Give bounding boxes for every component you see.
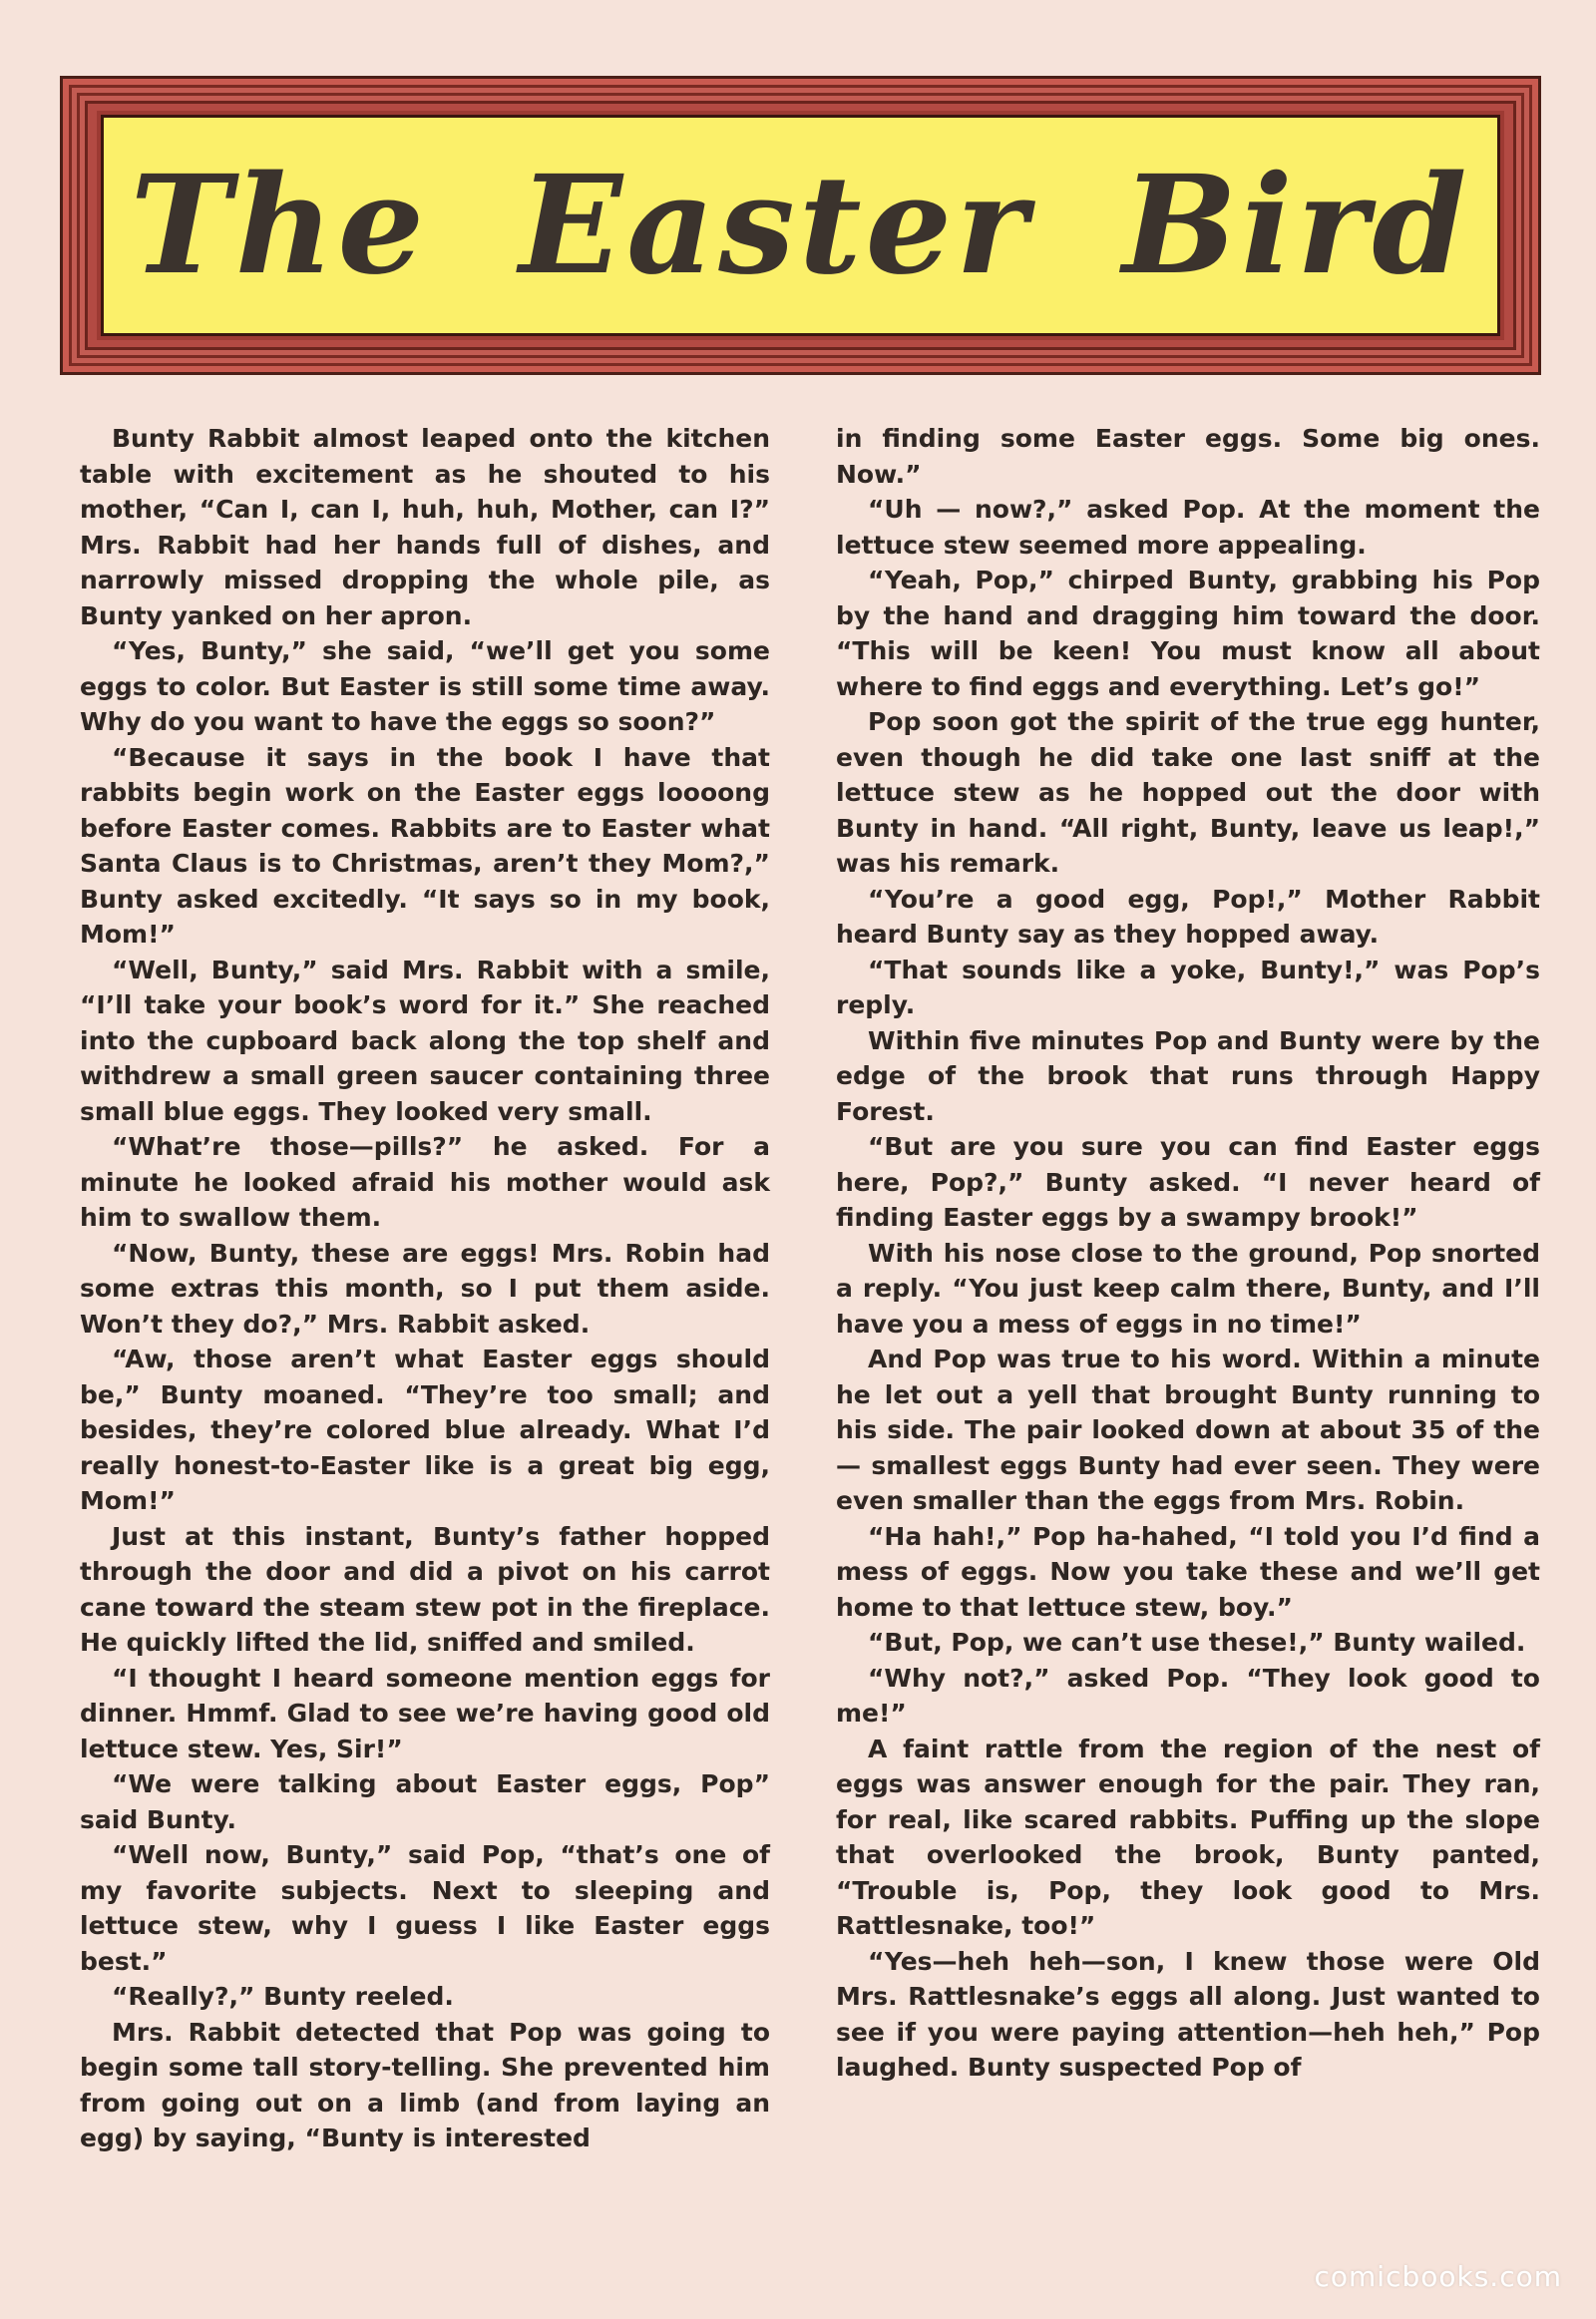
paragraph: “Why not?,” asked Pop. “They look good to me!” — [836, 1663, 1540, 1728]
paragraph: Bunty Rabbit almost leaped onto the kitchen table with excitement as he shouted to his mother, “Can I, can I, huh, huh, Mother, can I?” Mrs. Rabbit had her hands full of dishes, and narrowly missed dropping the whole pile, as Bunty yanked on her apron. — [80, 424, 770, 630]
paragraph: Within five minutes Pop and Bunty were by the edge of the brook that runs through Happy Forest. — [836, 1025, 1540, 1126]
paragraph: “Aw, those aren’t what Easter eggs should be,” Bunty moaned. “They’re too small; and besides, they’re colored blue already. What I’d really honest-to-Easter like is a great big egg, Mom!” — [80, 1345, 770, 1515]
watermark: comicbooks.com — [1314, 2260, 1562, 2293]
paragraph: “Uh — now?,” asked Pop. At the moment the lettuce stew seemed more appealing. — [836, 495, 1540, 560]
story-title: The Easter Bird — [130, 146, 1471, 305]
right-column — [836, 421, 1540, 2086]
paragraph: “But are you sure you can find Easter eggs here, Pop?,” Bunty asked. “I never heard of finding Easter eggs by a swampy brook!” — [836, 1132, 1540, 1232]
paragraph: Mrs. Rabbit detected that Pop was going to begin some tall story-telling. She prevented him from going out on a limb (and from laying an egg) by saying, “Bunty is interested — [80, 2017, 770, 2152]
title-frame — [60, 76, 1541, 375]
paragraph: “We were talking about Easter eggs, Pop” said Bunty. — [80, 1769, 770, 1834]
paragraph: A faint rattle from the region of the nest of eggs was answer enough for the pair. They ran, for real, like scared rabbits. Puffing up the slope that overlooked the brook, Bunty panted, “Trouble is, Pop, they look good to Mrs. Rattlesnake, too!” — [836, 1734, 1540, 1940]
paragraph: “What’re those—pills?” he asked. For a minute he looked afraid his mother would ask him to swallow them. — [80, 1132, 770, 1232]
paragraph: “Yes, Bunty,” she said, “we’ll get you some eggs to color. But Easter is still some time away. Why do you want to have the eggs so soon?” — [80, 636, 770, 736]
paragraph: “That sounds like a yoke, Bunty!,” was Pop’s reply. — [836, 955, 1540, 1019]
paragraph-continuation: in finding some Easter eggs. Some big ones. Now.” — [836, 424, 1540, 489]
paragraph: And Pop was true to his word. Within a minute he let out a yell that brought Bunty running to his side. The pair looked down at about 35 of the — smallest eggs Bunty had ever seen. They were even smaller than the eggs from Mrs. Robin. — [836, 1345, 1540, 1515]
paragraph: “But, Pop, we can’t use these!,” Bunty wailed. — [868, 1628, 1526, 1657]
paragraph: Just at this instant, Bunty’s father hopped through the door and did a pivot on his carrot cane toward the steam stew pot in the fireplace. He quickly lifted the lid, sniffed and smiled. — [80, 1521, 770, 1657]
paragraph: “Now, Bunty, these are eggs! Mrs. Robin had some extras this month, so I put them aside. Won’t they do?,” Mrs. Rabbit asked. — [80, 1238, 770, 1339]
paragraph: “You’re a good egg, Pop!,” Mother Rabbit heard Bunty say as they hopped away. — [836, 884, 1540, 949]
paragraph: Pop soon got the spirit of the true egg hunter, even though he did take one last sniff at the lettuce stew as he hopped out the door with Bunty in hand. “All right, Bunty, leave us leap!,” was his remark. — [836, 707, 1540, 878]
paragraph: “Well, Bunty,” said Mrs. Rabbit with a smile, “I’ll take your book’s word for it.” She reached into the cupboard back along the top shelf and withdrew a small green saucer containing three small blue eggs. They looked very small. — [80, 955, 770, 1126]
paragraph: “I thought I heard someone mention eggs for dinner. Hmmf. Glad to see we’re having good old lettuce stew. Yes, Sir!” — [80, 1663, 770, 1763]
paragraph: “Yes—heh heh—son, I knew those were Old Mrs. Rattlesnake’s eggs all along. Just wanted to see if you were paying attention—heh heh,” Pop laughed. Bunty suspected Pop of — [836, 1946, 1540, 2082]
paragraph: With his nose close to the ground, Pop snorted a reply. “You just keep calm there, Bunty, and I’ll have you a mess of eggs in no time!” — [836, 1238, 1540, 1339]
paragraph: “Really?,” Bunty reeled. — [112, 1982, 454, 2011]
paragraph: “Well now, Bunty,” said Pop, “that’s one of my favorite subjects. Next to sleeping and lettuce stew, why I guess I like Easter eggs best.” — [80, 1840, 770, 1976]
title-panel — [101, 115, 1500, 336]
paragraph: “Because it says in the book I have that rabbits begin work on the Easter eggs loooong before Easter comes. Rabbits are to Easter what Santa Claus is to Christmas, aren’t they Mom?,” Bunty asked excitedly. “It says so in my book, Mom!” — [80, 742, 770, 949]
paragraph: “Ha hah!,” Pop ha-hahed, “I told you I’d find a mess of eggs. Now you take these and we’ll get home to that lettuce stew, boy.” — [836, 1521, 1540, 1622]
left-column — [80, 421, 770, 2156]
paragraph: “Yeah, Pop,” chirped Bunty, grabbing his Pop by the hand and dragging him toward the door. “This will be keen! You must know all about where to find eggs and everything. Let’s go!” — [836, 566, 1540, 701]
